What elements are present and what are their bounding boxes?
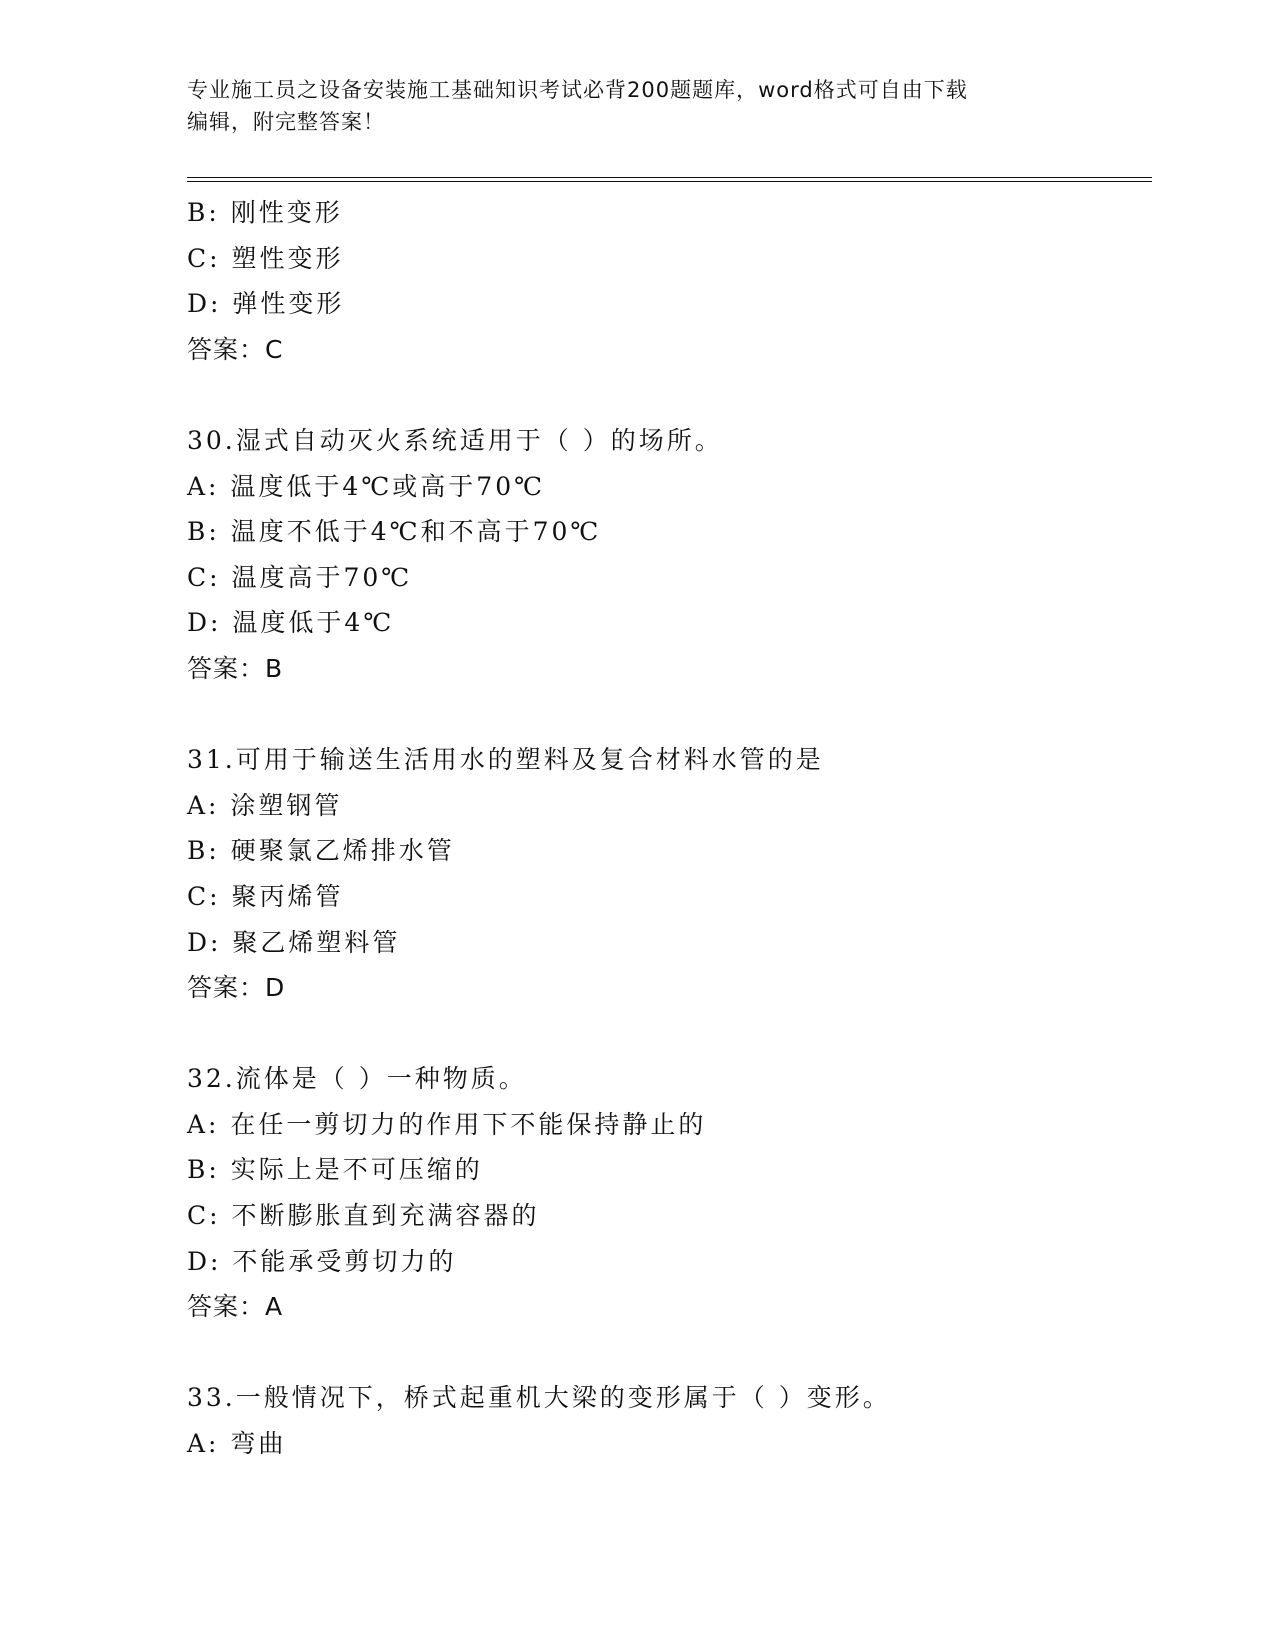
spacer <box>187 372 1147 418</box>
option-a: A: 在任一剪切力的作用下不能保持静止的 <box>187 1109 707 1139</box>
question-text: 32.流体是（ ）一种物质。 <box>187 1064 527 1094</box>
option-d: D: 聚乙烯塑料管 <box>187 927 401 957</box>
spacer <box>187 692 1147 738</box>
option-d: D: 不能承受剪切力的 <box>187 1246 457 1276</box>
question-block-30 <box>187 418 1147 692</box>
option-c: C: 聚丙烯管 <box>187 881 344 911</box>
question-text: 33.一般情况下，桥式起重机大梁的变形属于（ ）变形。 <box>187 1383 891 1413</box>
answer: 答案：D <box>187 973 286 1003</box>
question-list <box>187 190 1147 1467</box>
question-block-32 <box>187 1056 1147 1330</box>
answer: 答案：C <box>187 334 284 364</box>
option-a: A: 温度低于4℃或高于70℃ <box>187 471 546 501</box>
spacer <box>187 1011 1147 1057</box>
question-block-29 <box>187 190 1147 372</box>
question-block-33 <box>187 1375 1147 1466</box>
option-b: B: 实际上是不可压缩的 <box>187 1155 483 1185</box>
option-d: D: 温度低于4℃ <box>187 608 395 638</box>
document-header <box>187 74 1087 138</box>
question-text: 31.可用于输送生活用水的塑料及复合材料水管的是 <box>187 745 824 775</box>
answer: 答案：A <box>187 1292 284 1322</box>
spacer <box>187 1330 1147 1376</box>
option-b: B: 刚性变形 <box>187 198 343 227</box>
option-d: D: 弹性变形 <box>187 289 345 319</box>
question-block-31 <box>187 737 1147 1011</box>
header-divider-bottom <box>187 181 1152 182</box>
header-divider-top <box>187 177 1152 178</box>
option-a: A: 涂塑钢管 <box>187 790 343 820</box>
question-text: 30.湿式自动灭火系统适用于（ ）的场所。 <box>187 425 723 455</box>
header-title-line-2: 编辑，附完整答案！ <box>187 110 385 134</box>
option-b: B: 温度不低于4℃和不高于70℃ <box>187 517 602 547</box>
option-c: C: 塑性变形 <box>187 243 344 273</box>
header-title-line-1: 专业施工员之设备安装施工基础知识考试必背200题题库，word格式可自由下载 <box>187 78 968 102</box>
option-c: C: 温度高于70℃ <box>187 562 413 592</box>
option-a: A: 弯曲 <box>187 1429 287 1459</box>
answer: 答案：B <box>187 653 284 683</box>
option-c: C: 不断膨胀直到充满容器的 <box>187 1201 540 1231</box>
option-b: B: 硬聚氯乙烯排水管 <box>187 836 455 866</box>
